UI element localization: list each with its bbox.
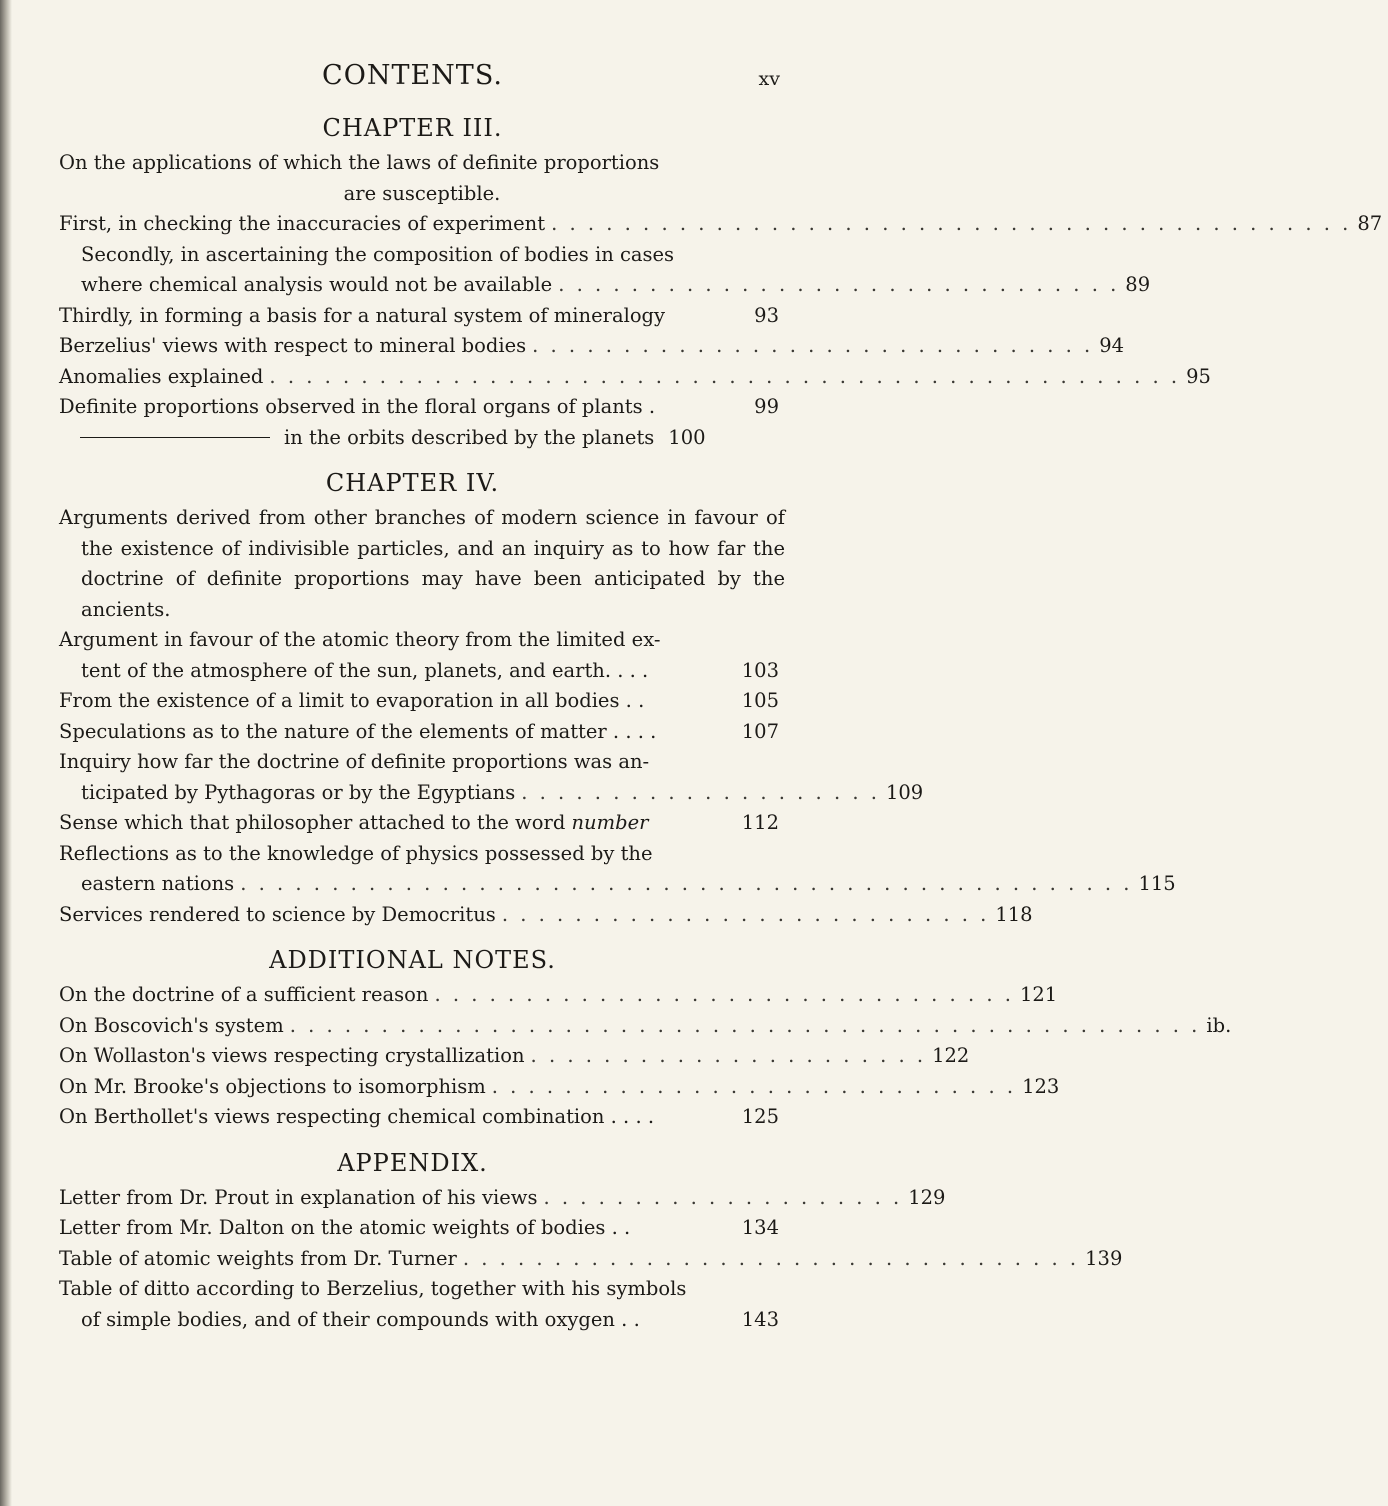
toc-entry[interactable] bbox=[40, 1072, 1060, 1103]
toc-entry-title: On Berthollet's views respecting chemical combination . . . . bbox=[59, 1105, 655, 1128]
toc-entry[interactable] bbox=[40, 1011, 1232, 1042]
book-spine-shadow bbox=[0, 0, 12, 1506]
toc-entry-title: On Wollaston's views respecting crystallization bbox=[59, 1044, 525, 1067]
chapter-3-title: CHAPTER III. bbox=[322, 114, 503, 142]
chapter-4-summary: Arguments derived from other branches of modern science in favour of the existence of indivisible particles, and an inquiry as to how far the doctrine of definite proportions may have been anticipated by the ancients. bbox=[59, 506, 785, 621]
toc-entry-title: On Mr. Brooke's objections to isomorphism bbox=[59, 1074, 486, 1098]
toc-entry[interactable] bbox=[40, 392, 785, 423]
toc-entry[interactable] bbox=[40, 839, 1176, 900]
toc-entry-title: Speculations as to the nature of the elements of matter . . . . bbox=[59, 719, 657, 743]
toc-entry-title bbox=[59, 808, 648, 839]
toc-entry[interactable] bbox=[40, 747, 924, 808]
toc-entry[interactable] bbox=[40, 1102, 785, 1133]
leader-dots: . . . . . . . . . . . . . . . . . . . . bbox=[543, 1185, 903, 1209]
leader-dots: . . . . . . . . . . . . . . . . . . . . . . . . . . . bbox=[501, 902, 990, 926]
toc-entry[interactable] bbox=[40, 423, 785, 454]
toc-entry-title-line1: Argument in favour of the atomic theory from the limited ex- bbox=[59, 628, 661, 651]
toc-entry-title-line1: Table of ditto according to Berzelius, together with his symbols bbox=[59, 1277, 687, 1300]
toc-entry-page: 100 bbox=[668, 425, 706, 449]
toc-entry-title: From the existence of a limit to evaporation in all bodies . . bbox=[59, 689, 645, 712]
toc-entry[interactable] bbox=[40, 240, 1151, 301]
toc-entry-title-italic: number bbox=[571, 811, 649, 834]
toc-entry-page: 129 bbox=[908, 1185, 946, 1209]
chapter-3-summary-line1: On the applications of which the laws of definite proportions bbox=[59, 151, 660, 174]
toc-entry-title: First, in checking the inaccuracies of experiment bbox=[59, 212, 546, 235]
toc-entry[interactable] bbox=[40, 980, 1058, 1011]
toc-entry-page: 134 bbox=[741, 1216, 779, 1239]
toc-entry[interactable] bbox=[40, 1244, 1123, 1275]
toc-entry-title-line1: Inquiry how far the doctrine of definite proportions was an- bbox=[59, 750, 650, 773]
toc-entry-title: Thirdly, in forming a basis for a natural system of mineralogy bbox=[59, 303, 666, 327]
chapter-3-summary bbox=[40, 148, 785, 209]
toc-entry[interactable] bbox=[40, 900, 1033, 931]
toc-entry[interactable] bbox=[40, 1041, 970, 1072]
toc-entry[interactable] bbox=[40, 1213, 785, 1244]
toc-entry-title-line1: Secondly, in ascertaining the composition of bodies in cases bbox=[81, 242, 675, 266]
toc-entry-page: 107 bbox=[741, 719, 779, 743]
toc-entry-title: Anomalies explained bbox=[59, 364, 264, 388]
toc-entry[interactable] bbox=[40, 717, 785, 748]
leader-dots: . . . . . . . . . . . . . . . . . . . . . . . . . . . . . . . . . . . . . . . . . . . . . . . . . . bbox=[269, 364, 1181, 388]
running-head bbox=[40, 60, 785, 104]
toc-entry-page: 139 bbox=[1085, 1246, 1123, 1270]
ditto-rule bbox=[80, 437, 270, 438]
toc-entry[interactable] bbox=[40, 362, 1211, 393]
toc-entry-page: 109 bbox=[885, 780, 924, 804]
chapter-4-title: CHAPTER IV. bbox=[325, 469, 500, 497]
toc-entry[interactable] bbox=[40, 686, 785, 717]
leader-dots: . . . . . . . . . . . . . . . . . . . . . . . . . . . . . . . . bbox=[434, 983, 1014, 1006]
toc-entry-page: 122 bbox=[932, 1044, 970, 1067]
toc-entry-page: 93 bbox=[754, 303, 779, 327]
toc-entry-title-line2: of simple bodies, and of their compounds with oxygen . . bbox=[81, 1307, 640, 1331]
toc-entry-title: On the doctrine of a sufficient reason bbox=[59, 983, 429, 1006]
toc-entry-page: 103 bbox=[741, 658, 779, 682]
leader-dots: . . . . . . . . . . . . . . . . . . . . . . bbox=[530, 1044, 927, 1067]
toc-entry-title: Letter from Dr. Prout in explanation of his views bbox=[59, 1185, 538, 1209]
toc-entry-title: Berzelius' views with respect to mineral bodies bbox=[59, 334, 527, 357]
toc-entry-page: 123 bbox=[1022, 1074, 1060, 1098]
toc-entry-page: 105 bbox=[741, 689, 779, 712]
leader-dots: . . . . . . . . . . . . . . . . . . . . . . . . . . . . . . . . . . bbox=[462, 1246, 1080, 1270]
toc-entry-page: 125 bbox=[741, 1105, 779, 1128]
toc-entry-page: 112 bbox=[741, 811, 779, 834]
toc-entry-title-line2: eastern nations bbox=[81, 872, 235, 895]
toc-entry-title-line2: tent of the atmosphere of the sun, planets, and earth. . . . bbox=[81, 658, 649, 682]
toc-entry-title: Table of atomic weights from Dr. Turner bbox=[59, 1246, 457, 1270]
leader-dots: . . . . . . . . . . . . . . . . . . . . . . . . . . . . . . . bbox=[532, 334, 1094, 357]
additional-notes-title: ADDITIONAL NOTES. bbox=[269, 946, 556, 974]
toc-entry[interactable] bbox=[40, 1274, 785, 1335]
toc-entry-title: Definite proportions observed in the floral organs of plants . bbox=[59, 395, 656, 418]
page-number: xv bbox=[758, 68, 780, 90]
appendix-title: APPENDIX. bbox=[337, 1148, 488, 1177]
toc-entry-page: 87 bbox=[1357, 212, 1383, 235]
contents-page bbox=[40, 60, 1383, 1335]
toc-entry-page: 94 bbox=[1099, 334, 1125, 357]
toc-entry-title-line1: Reflections as to the knowledge of physics possessed by the bbox=[59, 841, 653, 865]
toc-entry-title: On Boscovich's system bbox=[59, 1013, 284, 1037]
leader-dots: . . . . . . . . . . . . . . . . . . . . . . . . . . . . . . . bbox=[558, 273, 1120, 296]
toc-entry[interactable] bbox=[40, 301, 785, 332]
toc-entry-page: ib. bbox=[1206, 1013, 1232, 1037]
toc-entry-page: 115 bbox=[1138, 872, 1176, 895]
leader-dots: . . . . . . . . . . . . . . . . . . . . . . . . . . . . . . . . . . . . . . . . . . . . . . . . . bbox=[240, 872, 1133, 895]
toc-entry-title: Services rendered to science by Democritus bbox=[59, 902, 496, 926]
chapter-3-summary-line2: are susceptible. bbox=[343, 181, 501, 205]
toc-entry-page: 89 bbox=[1125, 273, 1151, 296]
toc-entry-page: 99 bbox=[754, 395, 779, 418]
toc-entry-title-line2: ticipated by Pythagoras or by the Egyptians bbox=[81, 780, 516, 804]
toc-entry-page: 121 bbox=[1019, 983, 1058, 1006]
toc-entry[interactable] bbox=[40, 331, 1125, 362]
toc-entry-title-text: Sense which that philosopher attached to the word bbox=[59, 811, 572, 834]
toc-entry-page: 143 bbox=[741, 1307, 779, 1331]
toc-entry-page: 95 bbox=[1186, 364, 1211, 388]
toc-entry[interactable] bbox=[40, 209, 1383, 240]
leader-dots: . . . . . . . . . . . . . . . . . . . . . . . . . . . . . . . . . . . . . . . . . . . . . . . . . . bbox=[289, 1013, 1201, 1037]
toc-entry[interactable] bbox=[40, 808, 785, 839]
leader-dots: . . . . . . . . . . . . . . . . . . . . . . . . . . . . . . . . . . . . . . . . . . . . bbox=[551, 212, 1352, 235]
toc-entry-title: Letter from Mr. Dalton on the atomic weights of bodies . . bbox=[59, 1216, 631, 1239]
toc-entry[interactable] bbox=[40, 625, 785, 686]
toc-entry-title-line2: where chemical analysis would not be available bbox=[81, 273, 553, 296]
toc-entry-page: 118 bbox=[995, 902, 1033, 926]
leader-dots: . . . . . . . . . . . . . . . . . . . . bbox=[521, 780, 880, 804]
toc-entry[interactable] bbox=[40, 1183, 946, 1214]
running-title: CONTENTS. bbox=[322, 60, 503, 91]
leader-dots: . . . . . . . . . . . . . . . . . . . . . . . . . . . . . bbox=[491, 1074, 1017, 1098]
toc-entry-title: in the orbits described by the planets bbox=[284, 425, 655, 449]
